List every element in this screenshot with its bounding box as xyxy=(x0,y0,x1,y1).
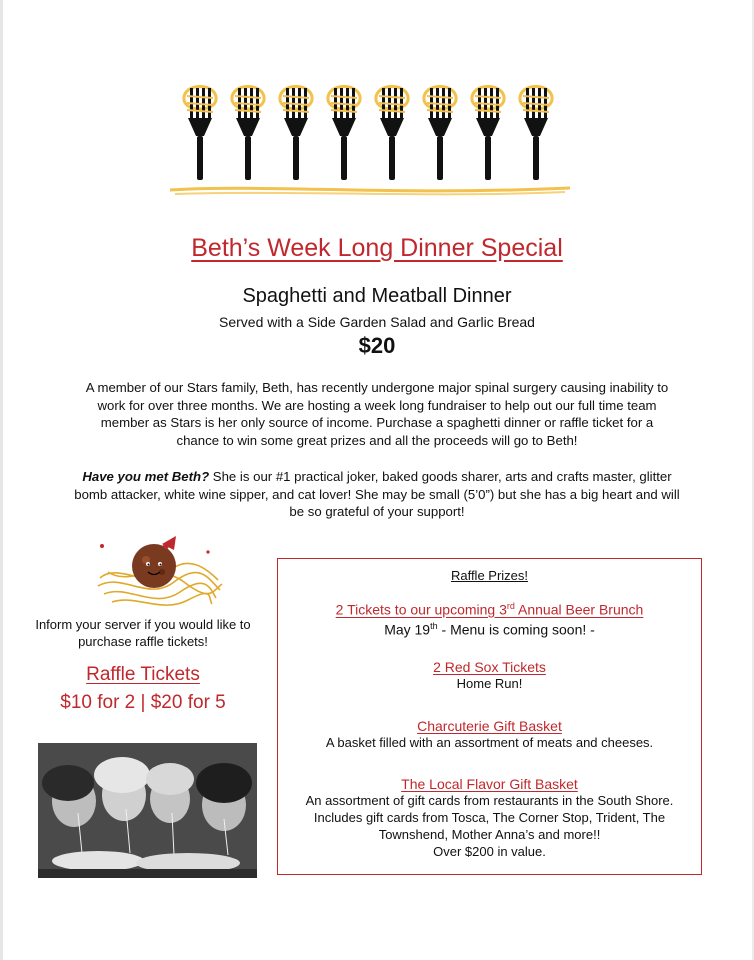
women-eating-spaghetti-photo xyxy=(38,743,257,878)
fork-icon xyxy=(472,87,504,181)
dish-name: Spaghetti and Meatball Dinner xyxy=(242,285,512,307)
raffle-inform-text: Inform your server if you would like to purchase raffle tickets! xyxy=(35,617,251,649)
prize-title: The Local Flavor Gift Basket xyxy=(401,776,578,792)
about-beth-paragraph xyxy=(70,468,684,521)
prize-desc: A basket filled with an assortment of meats and cheeses. xyxy=(325,735,654,750)
prize-desc-line: Includes gift cards from Tosca, The Corner Stop, Trident, The xyxy=(313,810,666,825)
prize-desc xyxy=(278,618,701,639)
prize-local-flavor xyxy=(278,776,701,860)
prize-desc: Home Run! xyxy=(456,676,523,691)
prize-beer-brunch xyxy=(278,601,701,638)
prize-title-part: Annual Beer Brunch xyxy=(514,601,644,618)
fork-icon xyxy=(184,87,216,181)
fork-icon xyxy=(376,87,408,181)
prize-title xyxy=(278,601,701,618)
prize-desc-line: Townshend, Mother Anna’s and more!! xyxy=(378,827,601,842)
about-body: She is our #1 practical joker, baked goods sharer, arts and crafts master, glitter bomb attacker, white wine sipper, and cat lover! She may be small (5’0”) but she has a big heart and will be so grateful of your support! xyxy=(74,469,680,519)
page-edge-left xyxy=(0,0,3,960)
meatball-spaghetti-icon xyxy=(88,532,228,612)
fork-icon xyxy=(232,87,264,181)
prize-desc-sup: th xyxy=(430,620,438,631)
about-lead: Have you met Beth? xyxy=(82,469,210,484)
page-title: Beth’s Week Long Dinner Special xyxy=(191,234,563,262)
intro-paragraph: A member of our Stars family, Beth, has recently undergone major spinal surgery causing inability to work for over three months. We are hosting a week long fundraiser to help out our full time team member as Stars is her only source of income. Purchase a spaghetti dinner or raffle ticket for a chance to win some great prizes and all the proceeds will go to Beth! xyxy=(85,380,669,448)
fork-icon xyxy=(424,87,456,181)
prize-desc-part: May 19 xyxy=(384,621,431,638)
prize-desc-part: - Menu is coming soon! - xyxy=(437,621,595,638)
prize-title: Charcuterie Gift Basket xyxy=(417,718,562,734)
raffle-prizes-heading: Raffle Prizes! xyxy=(450,568,529,583)
spaghetti-forks-icon xyxy=(170,78,570,198)
prize-title: 2 Red Sox Tickets xyxy=(433,659,546,675)
dish-price: $20 xyxy=(358,333,396,358)
raffle-prizes-box xyxy=(277,558,702,875)
fork-icon xyxy=(520,87,552,181)
raffle-tickets-title: Raffle Tickets xyxy=(86,664,200,685)
fork-icon xyxy=(280,87,312,181)
prize-desc-line: An assortment of gift cards from restaurants in the South Shore. xyxy=(305,793,674,808)
fork-icon xyxy=(328,87,360,181)
prize-desc-line: Over $200 in value. xyxy=(433,844,546,859)
prize-red-sox xyxy=(278,659,701,692)
prize-title-sup: rd xyxy=(506,601,515,611)
prize-title-part: 2 Tickets to our upcoming 3 xyxy=(335,601,507,618)
raffle-ticket-prices: $10 for 2 | $20 for 5 xyxy=(60,692,226,713)
dish-sides: Served with a Side Garden Salad and Garlic Bread xyxy=(219,314,535,330)
prize-charcuterie xyxy=(278,718,701,751)
